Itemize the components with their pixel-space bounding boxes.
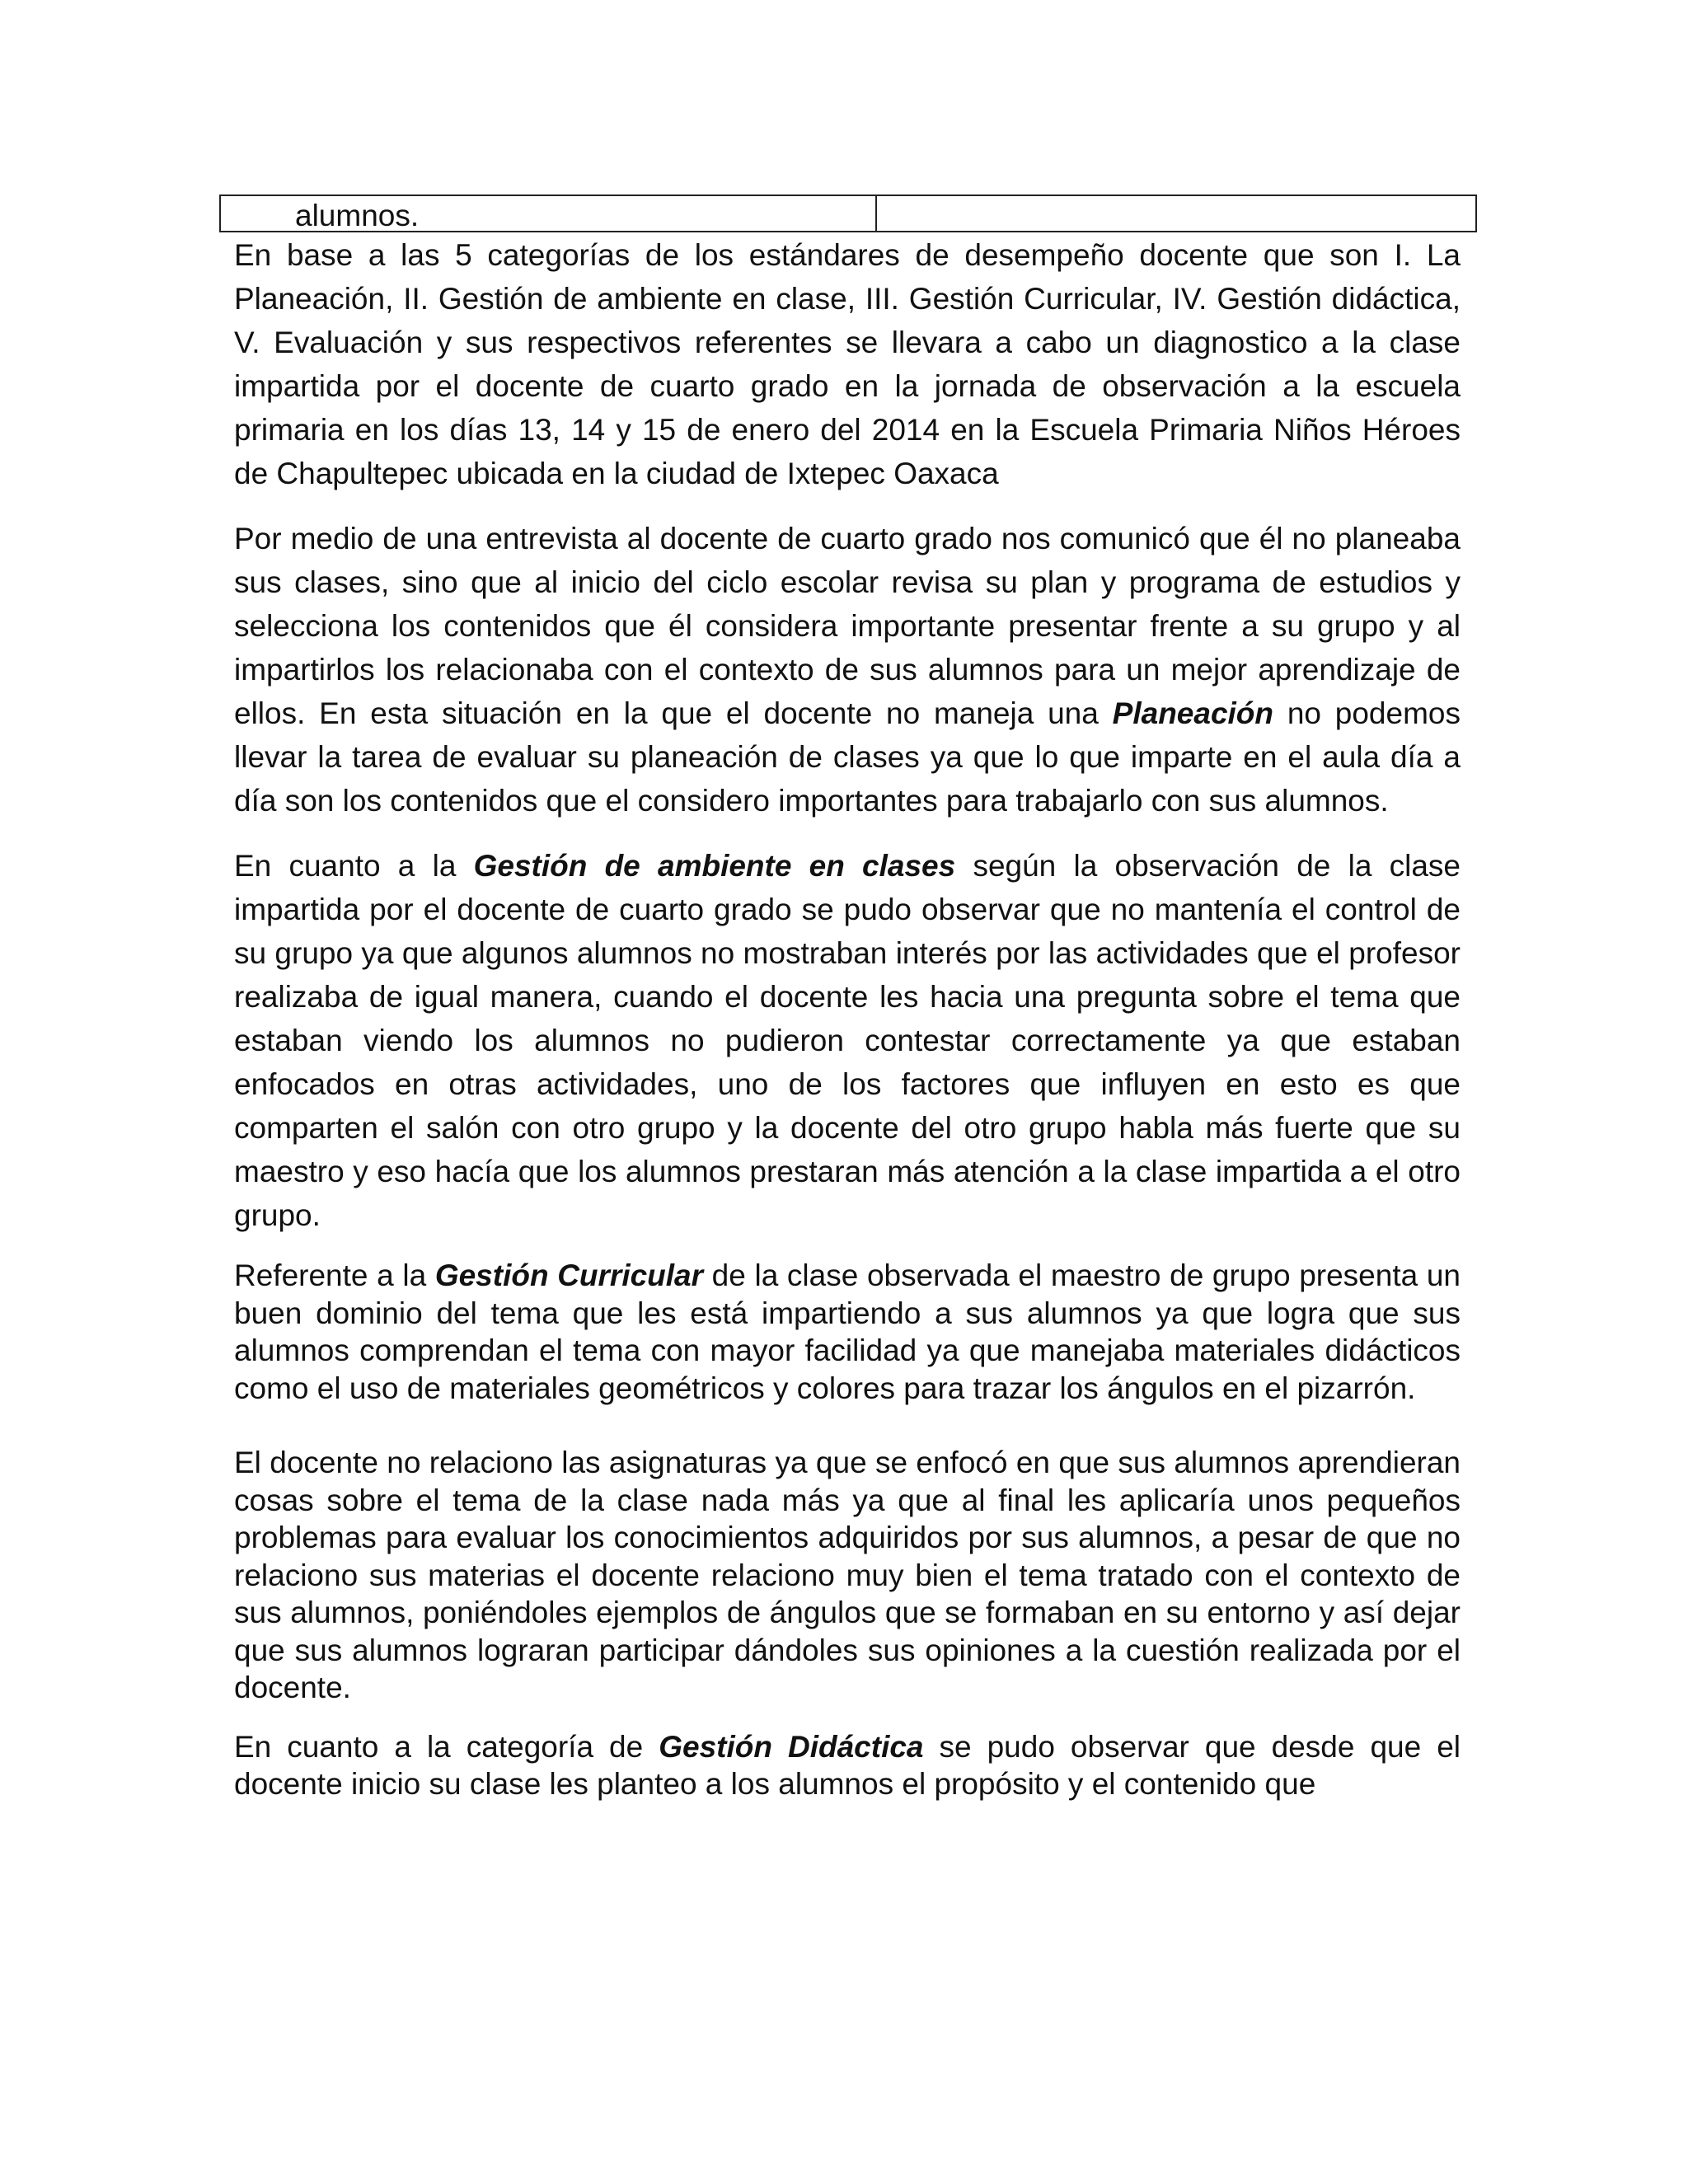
paragraph-text: se pudo observar que desde que el docente inicio su clase les planteo a los alumnos el propósito y el contenido que	[234, 1729, 1461, 1801]
emphasis-term: Gestión Curricular	[434, 1258, 704, 1292]
paragraph-text: En cuanto a la	[234, 849, 474, 883]
document-body	[234, 233, 1461, 1803]
paragraph-planeacion	[234, 517, 1461, 823]
paragraph-text: no podemos llevar la tarea de evaluar su planeación de clases ya que lo que imparte en el aula día a día son los contenidos que el considero importantes para trabajarlo con sus alumnos.	[234, 696, 1461, 818]
paragraph-text: Referente a la	[234, 1258, 435, 1292]
table-cell-left	[221, 196, 877, 231]
paragraph-text: El docente no relaciono las asignaturas ya que se enfocó en que sus alumnos aprendieran cosas sobre el tema de la clase nada más ya que al final les aplicaría unos pequeños problemas para evaluar los conocimientos adquiridos por sus alumnos, a pesar de que no relaciono sus materias el docente relaciono muy bien el tema tratado con el contexto de sus alumnos, poniéndoles ejemplos de ángulos que se formaban en su entorno y así dejar que sus alumnos lograran participar dándoles sus opiniones a la cuestión realizada por el docente.	[234, 1446, 1461, 1704]
emphasis-term: Planeación	[1112, 696, 1274, 730]
table-fragment	[219, 194, 1477, 232]
paragraph-text: En base a las 5 categorías de los estándares de desempeño docente que son I. La Planeación, II. Gestión de ambiente en clase, III. Gestión Curricular, IV. Gestión didáctica, V. Evaluación y sus respectivos referentes se llevara a cabo un diagnostico a la clase impartida por el docente de cuarto grado en la jornada de observación a la escuela primaria en los días 13, 14 y 15 de enero del 2014 en la Escuela Primaria Niños Héroes de Chapultepec ubicada en la ciudad de Ixtepec Oaxaca	[234, 238, 1461, 490]
table-cell-right	[877, 196, 1475, 231]
paragraph-gestion-didactica	[234, 1728, 1461, 1803]
paragraph-text: según la observación de la clase impartida por el docente de cuarto grado se pudo observar que no mantenía el control de su grupo ya que algunos alumnos no mostraban interés por las actividades que el profesor realizaba de igual manera, cuando el docente les hacia una pregunta sobre el tema que estaban viendo los alumnos no pudieron contestar correctamente ya que estaban enfocados en otras actividades, uno de los factores que influyen en esto es que comparten el salón con otro grupo y la docente del otro grupo habla más fuerte que su maestro y eso hacía que los alumnos prestaran más atención a la clase impartida a el otro grupo.	[234, 849, 1461, 1232]
paragraph-intro	[234, 233, 1461, 495]
emphasis-term: Gestión de ambiente en clases	[473, 849, 956, 883]
paragraph-gestion-ambiente	[234, 844, 1461, 1237]
paragraph-text: Por medio de una entrevista al docente de cuarto grado nos comunicó que él no planeaba sus clases, sino que al inicio del ciclo escolar revisa su plan y programa de estudios y selecciona los contenidos que él considera importante presentar frente a su grupo y al impartirlos los relacionaba con el contexto de sus alumnos para un mejor aprendizaje de ellos. En esta situación en la que el docente no maneja una	[234, 522, 1461, 730]
paragraph-gestion-curricular	[234, 1257, 1461, 1407]
paragraph-text: En cuanto a la categoría de	[234, 1729, 659, 1764]
paragraph-text: de la clase observada el maestro de grupo presenta un buen dominio del tema que les está impartiendo a sus alumnos ya que logra que sus alumnos comprendan el tema con mayor facilidad ya que manejaba materiales didácticos como el uso de materiales geométricos y colores para trazar los ángulos en el pizarrón.	[234, 1258, 1461, 1405]
emphasis-term: Gestión Didáctica	[659, 1729, 924, 1764]
paragraph-asignaturas	[234, 1444, 1461, 1707]
table-cell-text: alumnos.	[295, 199, 420, 232]
